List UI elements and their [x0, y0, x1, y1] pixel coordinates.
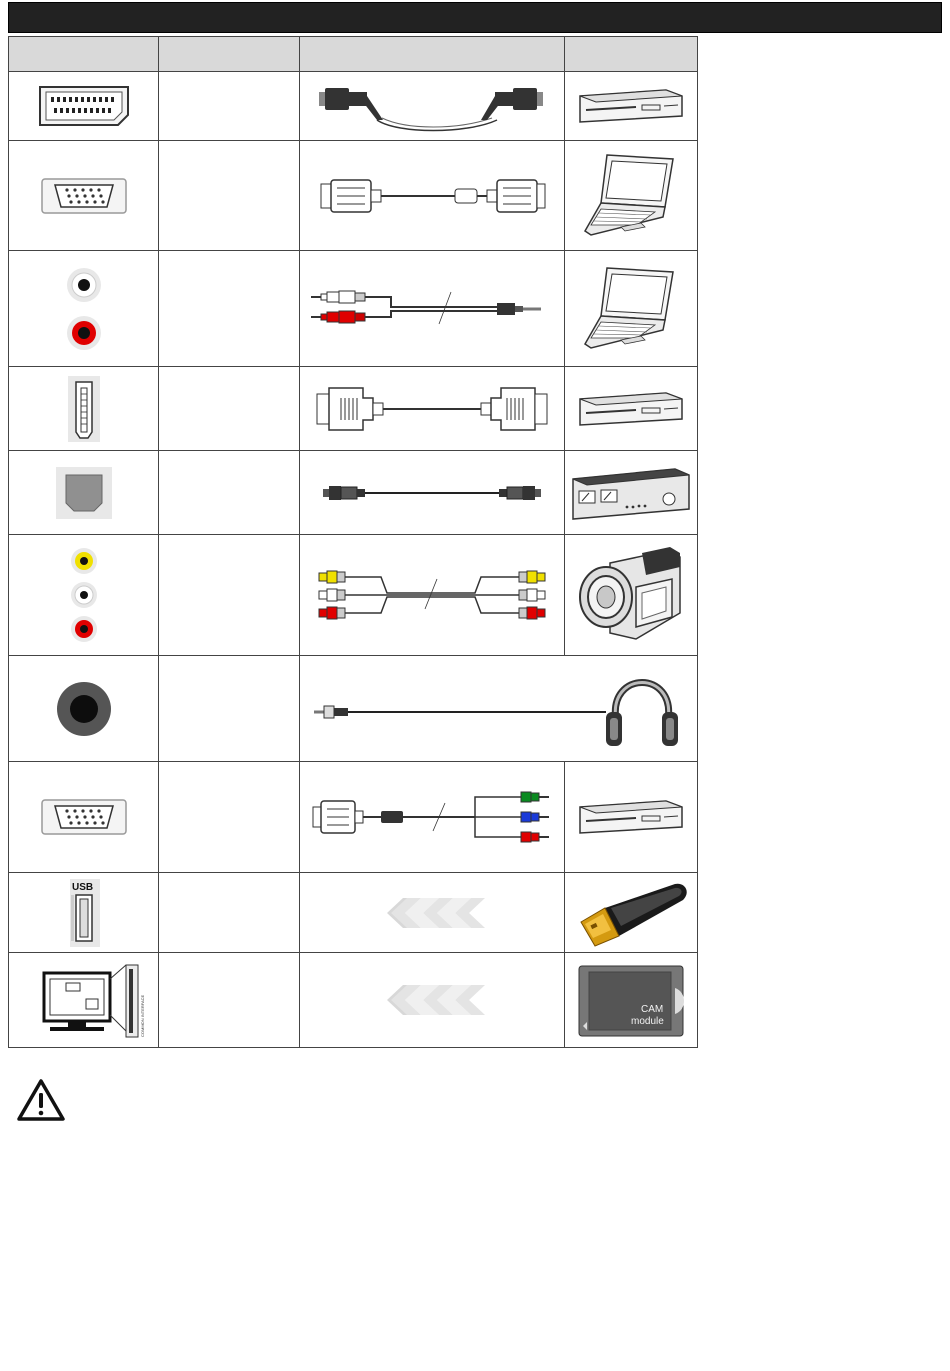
column-header-type — [159, 37, 300, 72]
headphone-cable-icon — [304, 664, 694, 754]
table-row — [9, 451, 698, 535]
column-header-cables — [300, 37, 565, 72]
type-cell — [159, 251, 300, 367]
connector-cell — [9, 367, 159, 451]
ypbpr-vga-socket-icon — [39, 797, 129, 837]
insert-arrows-icon — [377, 896, 487, 930]
cable-cell — [300, 953, 565, 1048]
warning-triangle-icon — [16, 1077, 66, 1123]
type-cell — [159, 367, 300, 451]
type-cell — [159, 953, 300, 1048]
column-header-device — [565, 37, 698, 72]
ci-slot-icon — [16, 959, 152, 1041]
device-cell — [565, 141, 698, 251]
column-header-connector — [9, 37, 159, 72]
cable-cell — [300, 762, 565, 873]
laptop-icon — [581, 264, 681, 354]
table-row — [9, 251, 698, 367]
hdmi-cable-icon — [307, 384, 557, 434]
type-cell — [159, 762, 300, 873]
scart-cable-icon — [307, 76, 557, 136]
cable-cell — [300, 656, 698, 762]
scart-socket-icon — [34, 81, 134, 131]
cam-label-line-2: module — [631, 1016, 664, 1027]
type-cell — [159, 451, 300, 535]
optical-socket-icon — [54, 465, 114, 521]
cam-module-icon — [575, 960, 687, 1040]
cable-cell — [300, 251, 565, 367]
connector-cell — [9, 953, 159, 1048]
device-cell — [565, 762, 698, 873]
page-title — [8, 2, 942, 33]
table-row — [9, 367, 698, 451]
device-cell — [565, 451, 698, 535]
cam-label-line-1: CAM — [641, 1004, 664, 1015]
av-cable-icon — [307, 565, 557, 625]
device-cell — [565, 953, 698, 1048]
type-cell — [159, 656, 300, 762]
connector-cell — [9, 762, 159, 873]
connector-cell — [9, 656, 159, 762]
headphones-icon — [606, 682, 678, 746]
table-row — [9, 873, 698, 953]
connector-cell — [9, 141, 159, 251]
table-row — [9, 656, 698, 762]
vga-socket-icon — [39, 176, 129, 216]
dvd-recorder-icon — [576, 797, 686, 837]
device-cell — [565, 535, 698, 656]
usb-label: USB — [71, 881, 93, 893]
device-cell — [565, 367, 698, 451]
connector-cell — [9, 873, 159, 953]
usb-stick-icon — [571, 878, 691, 948]
table-row — [9, 535, 698, 656]
laptop-icon — [581, 151, 681, 241]
device-cell — [565, 873, 698, 953]
amplifier-icon — [569, 463, 693, 523]
table-row — [9, 141, 698, 251]
ypbpr-cable-icon — [307, 787, 557, 847]
device-cell — [565, 251, 698, 367]
type-cell — [159, 873, 300, 953]
dvd-recorder-icon — [576, 389, 686, 429]
cable-cell — [300, 141, 565, 251]
insert-arrows-icon — [377, 983, 487, 1017]
table-row — [9, 762, 698, 873]
table-row — [9, 953, 698, 1048]
rca-audio-sockets-icon — [59, 259, 109, 359]
optical-cable-icon — [307, 478, 557, 508]
vga-cable-icon — [307, 176, 557, 216]
connector-cell — [9, 535, 159, 656]
cable-cell — [300, 367, 565, 451]
cable-cell — [300, 451, 565, 535]
svg-text:COMMON INTERFACE: COMMON INTERFACE — [139, 994, 145, 1037]
connector-cell — [9, 72, 159, 141]
table-header-row — [9, 37, 698, 72]
usb-socket-icon — [64, 877, 104, 949]
cable-cell — [300, 72, 565, 141]
type-cell — [159, 141, 300, 251]
headphone-jack-icon — [54, 679, 114, 739]
type-cell — [159, 535, 300, 656]
av-sockets-icon — [64, 545, 104, 645]
type-cell — [159, 72, 300, 141]
cable-cell — [300, 535, 565, 656]
cable-cell — [300, 873, 565, 953]
device-cell — [565, 72, 698, 141]
connector-cell — [9, 451, 159, 535]
hdmi-socket-icon — [64, 374, 104, 444]
rca-to-jack-cable-icon — [307, 284, 557, 334]
table-row — [9, 72, 698, 141]
connection-table — [8, 36, 698, 1048]
connector-cell — [9, 251, 159, 367]
camcorder-icon — [576, 543, 686, 647]
dvd-recorder-icon — [576, 86, 686, 126]
